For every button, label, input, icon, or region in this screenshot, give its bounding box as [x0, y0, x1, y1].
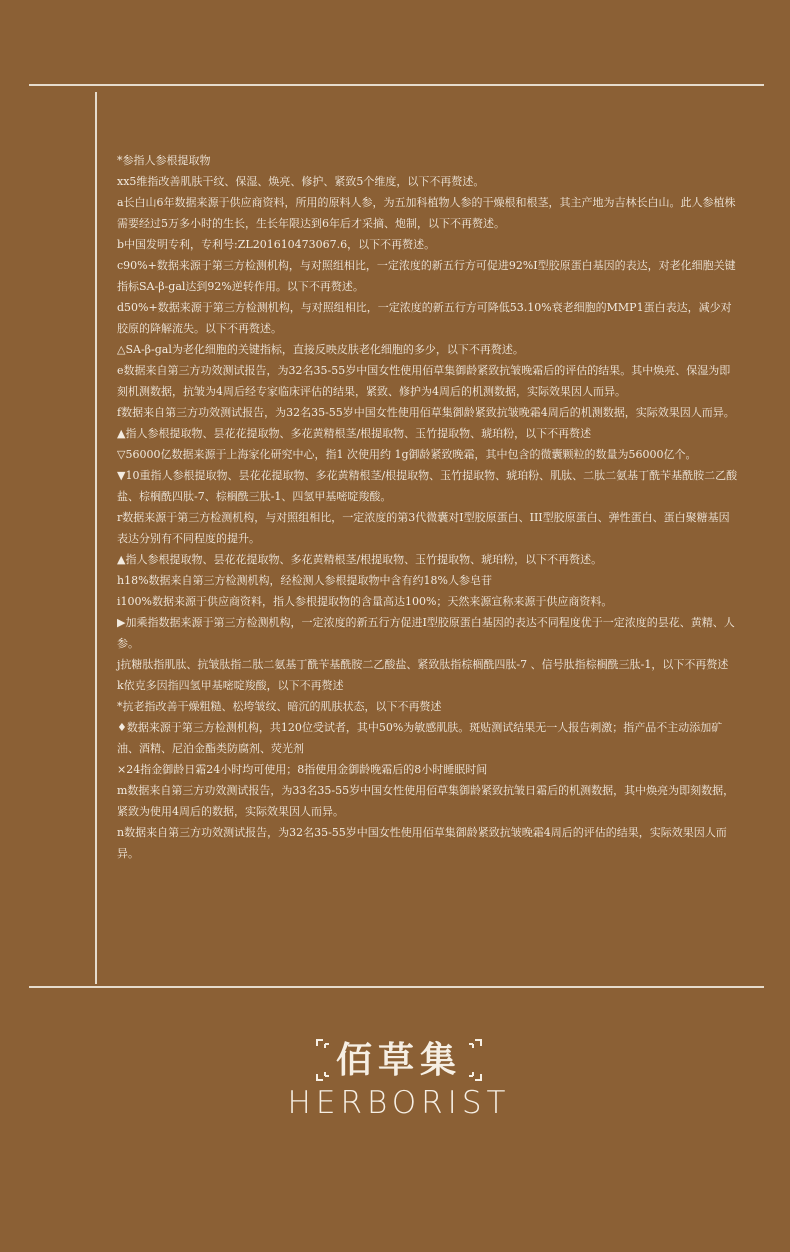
footnote: xx5维指改善肌肤干纹、保湿、焕亮、修护、紧致5个维度，以下不再赘述。 [117, 175, 485, 188]
bottom-divider [29, 986, 764, 988]
footnote: j抗糖肽指肌肽、抗皱肽指二肽二氨基丁酰苄基酰胺二乙酸盐、紧致肽指棕榈酰四肽-7 、信号肽指棕榈酰三肽-1，以下不再赘述 [117, 658, 729, 671]
footnote: h18%数据来自第三方检测机构，经检测人参根提取物中含有约18%人参皂苷 [117, 574, 492, 587]
footnote: *抗老指改善干燥粗糙、松垮皱纹、暗沉的肌肤状态，以下不再赘述 [117, 700, 442, 713]
footnote: c90%+数据来源于第三方检测机构，与对照组相比，一定浓度的新五行方可促进92%I型胶原蛋白基因的表达，对老化细胞关键指标SA-β-gal达到92%逆转作用。以下不再赘述。 [117, 259, 736, 293]
footnote: i100%数据来源于供应商资料，指人参根提取物的含量高达100%；天然来源宣称来源于供应商资料。 [117, 595, 613, 608]
footnote: ▲指人参根提取物、昙花花提取物、多花黄精根茎/根提取物、玉竹提取物、琥珀粉，以下不再赘述。 [117, 553, 603, 566]
footnote: *参指人参根提取物 [117, 154, 211, 167]
footnote: ×24指金御龄日霜24小时均可使用；8指使用金御龄晚霜后的8小时睡眠时间 [117, 763, 488, 776]
footnote: ▲指人参根提取物、昙花花提取物、多花黄精根茎/根提取物、玉竹提取物、琥珀粉，以下不再赘述 [117, 427, 592, 440]
footnote: ▼10重指人参根提取物、昙花花提取物、多花黄精根茎/根提取物、玉竹提取物、琥珀粉、肌肽、二肽二氨基丁酰苄基酰胺二乙酸盐、棕榈酰四肽-7、棕榈酰三肽-1、四氢甲基嘧啶羧酸。 [117, 469, 738, 503]
footnote: f数据来自第三方功效测试报告，为32名35-55岁中国女性使用佰草集御龄紧致抗皱晚霜4周后的机测数据，实际效果因人而异。 [117, 406, 735, 419]
top-divider [29, 84, 764, 86]
footnotes-block [117, 150, 740, 864]
footnote: ▽56000亿数据来源于上海家化研究中心，指1 次使用约 1g御龄紧致晚霜，其中包含的微囊颗粒的数量为56000亿个。 [117, 448, 697, 461]
logo-chinese-name: 佰草集 [335, 1039, 462, 1081]
logo-english-name: HERBORIST [287, 1085, 511, 1121]
footnote: ♦数据来源于第三方检测机构，共120位受试者，其中50%为敏感肌肤。斑贴测试结果无一人报告刺激；指产品不主动添加矿油、酒精、尼泊金酯类防腐剂、荧光剂 [117, 721, 723, 755]
herborist-logo [283, 1035, 515, 1120]
footnote: n数据来自第三方功效测试报告，为32名35-55岁中国女性使用佰草集御龄紧致抗皱晚霜4周后的评估的结果，实际效果因人而异。 [117, 826, 727, 860]
footnote: ▶加乘指数据来源于第三方检测机构，一定浓度的新五行方促进I型胶原蛋白基因的表达不同程度优于一定浓度的昙花、黄精、人参。 [117, 616, 735, 650]
vertical-divider [95, 92, 97, 984]
footnote: △SA-β-gal为老化细胞的关键指标，直接反映皮肤老化细胞的多少，以下不再赘述。 [117, 343, 524, 356]
footnote: k依克多因指四氢甲基嘧啶羧酸，以下不再赘述 [117, 679, 344, 692]
footnote: b中国发明专利，专利号:ZL201610473067.6，以下不再赘述。 [117, 238, 436, 251]
footnote: a长白山6年数据来源于供应商资料，所用的原料人参，为五加科植物人参的干燥根和根茎，其主产地为吉林长白山。此人参植株需要经过5万多小时的生长，生长年限达到6年后才采摘、炮制，以下不再赘述。 [117, 196, 736, 230]
footnote: d50%+数据来源于第三方检测机构，与对照组相比，一定浓度的新五行方可降低53.10%衰老细胞的MMP1蛋白表达，减少对胶原的降解流失。以下不再赘述。 [117, 301, 732, 335]
footnote: r数据来源于第三方检测机构，与对照组相比，一定浓度的第3代微囊对I型胶原蛋白、III型胶原蛋白、弹性蛋白、蛋白聚糖基因表达分别有不同程度的提升。 [117, 511, 730, 545]
footnote: m数据来自第三方功效测试报告，为33名35-55岁中国女性使用佰草集御龄紧致抗皱日霜后的机测数据，其中焕亮为即刻数据，紧致为使用4周后的数据，实际效果因人而异。 [117, 784, 735, 818]
footnote: e数据来自第三方功效测试报告，为32名35-55岁中国女性使用佰草集御龄紧致抗皱晚霜后的评估的结果。其中焕亮、保湿为即刻机测数据，抗皱为4周后经专家临床评估的结果，紧致、修护为4周后的机测数据，实际效果因人而异。 [117, 364, 731, 398]
